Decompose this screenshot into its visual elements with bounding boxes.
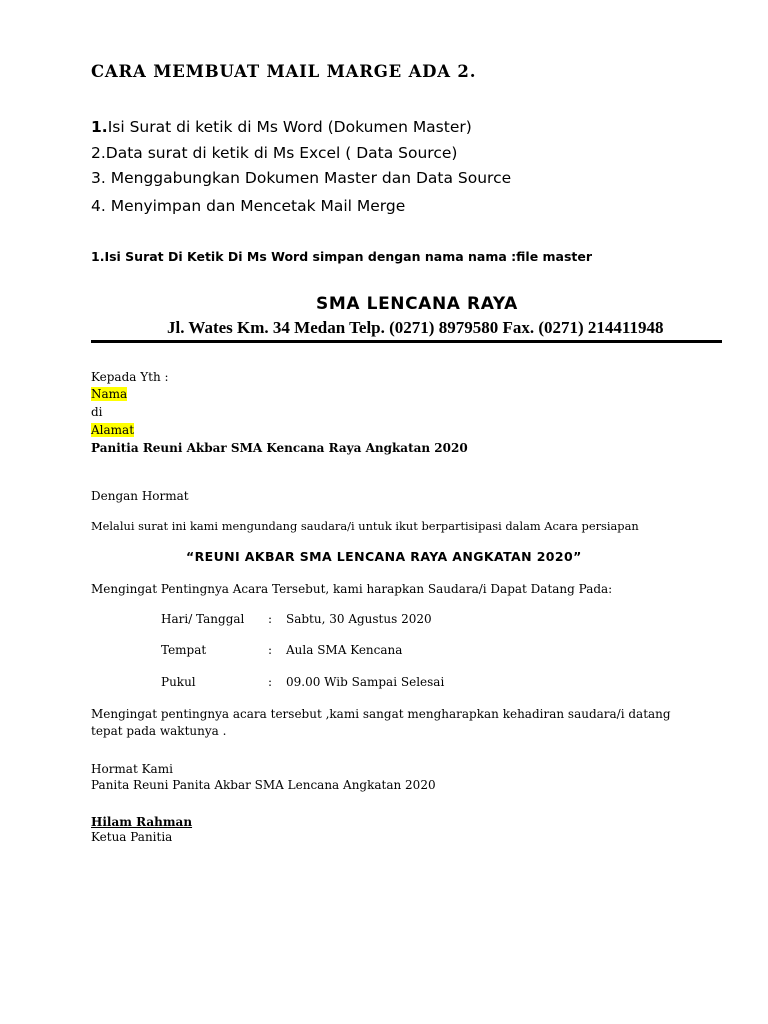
signer-name: Hilam Rahman xyxy=(91,815,193,829)
detail-separator: : xyxy=(268,643,273,657)
detail-label-date: Hari/ Tanggal xyxy=(161,612,245,626)
section-subheading: 1.Isi Surat Di Ketik Di Ms Word simpan dengan nama nama :file master xyxy=(91,249,593,264)
highlighted-field: Nama xyxy=(91,387,128,401)
step-1 xyxy=(91,118,472,136)
step-4: 4. Menyimpan dan Mencetak Mail Merge xyxy=(91,197,406,215)
detail-separator: : xyxy=(268,675,273,689)
greeting: Dengan Hormat xyxy=(91,489,189,503)
detail-label-place: Tempat xyxy=(161,643,207,657)
document-title: CARA MEMBUAT MAIL MARGE ADA 2. xyxy=(91,62,477,81)
step-3: 3. Menggabungkan Dokumen Master dan Data Source xyxy=(91,169,512,187)
merge-field-name xyxy=(91,387,127,401)
closing-paragraph-line1: Mengingat pentingnya acara tersebut ,kami sangat mengharapkan kehadiran saudara/i datang xyxy=(91,707,671,721)
detail-label-time: Pukul xyxy=(161,675,196,689)
intro-paragraph: Melalui surat ini kami mengundang saudara/i untuk ikut berpartisipasi dalam Acara persiapan xyxy=(91,519,639,533)
letterhead-address: Jl. Wates Km. 34 Medan Telp. (0271) 8979580 Fax. (0271) 214411948 xyxy=(167,318,664,337)
step-number: 1. xyxy=(91,118,108,136)
letterhead-divider xyxy=(91,340,722,343)
detail-value-time: 09.00 Wib Sampai Selesai xyxy=(286,675,445,689)
closing-paragraph-line2: tepat pada waktunya . xyxy=(91,724,227,738)
detail-value-place: Aula SMA Kencana xyxy=(286,643,403,657)
detail-value-date: Sabtu, 30 Agustus 2020 xyxy=(286,612,432,626)
step-2: 2.Data surat di ketik di Ms Excel ( Data Source) xyxy=(91,144,458,162)
letterhead-school-name: SMA LENCANA RAYA xyxy=(316,294,518,314)
recipient-label: Kepada Yth : xyxy=(91,370,169,384)
signer-role: Ketua Panitia xyxy=(91,830,173,844)
regards: Hormat Kami xyxy=(91,762,173,776)
detail-separator: : xyxy=(268,612,273,626)
highlighted-field: Alamat xyxy=(91,423,135,437)
committee-line: Panita Reuni Panita Akbar SMA Lencana Angkatan 2020 xyxy=(91,778,436,792)
sender-line: Panitia Reuni Akbar SMA Kencana Raya Angkatan 2020 xyxy=(91,441,468,455)
attendance-request: Mengingat Pentingnya Acara Tersebut, kami harapkan Saudara/i Dapat Datang Pada: xyxy=(91,582,613,596)
recipient-di: di xyxy=(91,405,103,419)
event-title: “REUNI AKBAR SMA LENCANA RAYA ANGKATAN 2020” xyxy=(186,549,582,564)
step-text: Isi Surat di ketik di Ms Word (Dokumen Master) xyxy=(107,118,472,136)
merge-field-address xyxy=(91,423,134,437)
